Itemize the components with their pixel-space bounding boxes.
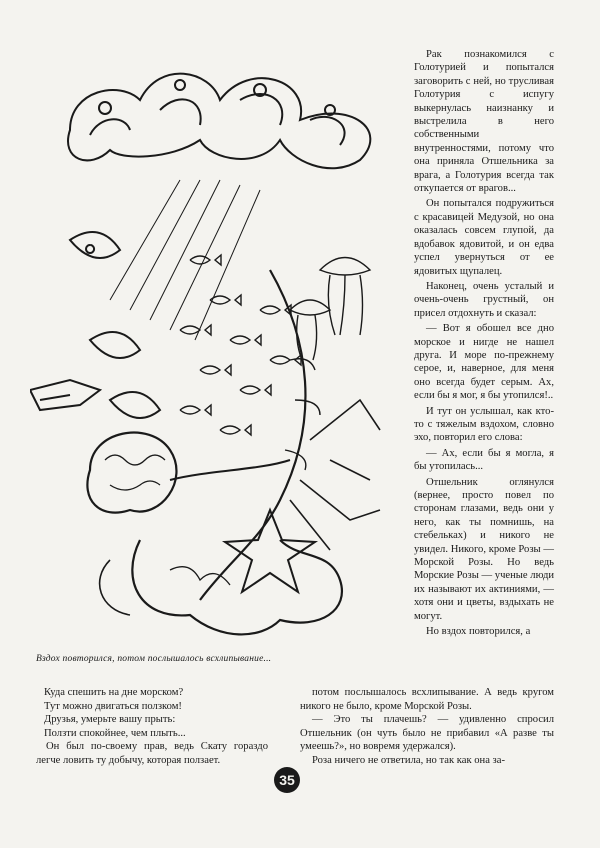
- page-number: 35: [274, 767, 300, 793]
- paragraph: Он был по-своему прав, ведь Скату гораздо легче ловить ту добычу, которая ползает.: [36, 741, 268, 766]
- paragraph: — Это ты плачешь? — удивленно спросил Отшельник (он чуть было не прибавил «А разве ты умеешь?», но вовремя удержался).: [300, 714, 554, 753]
- left-bottom-text: [36, 740, 268, 767]
- right-column-text: [414, 48, 554, 640]
- sea-creatures-illustration: [30, 40, 410, 650]
- poem-stanza: [44, 686, 294, 740]
- paragraph: Отшельник оглянулся (вернее, просто повел по сторонам глазами, ведь они у него, как ты помнишь, на стебельках) и никого не увидел. Никого, кроме Розы — Морской Розы. Но ведь Морские Розы — ученые люди их называют их актиниями, — хотя они и цветы, вздыхать не могут.: [414, 476, 554, 622]
- paragraph: — Вот я обошел все дно морское и нигде не нашел друга. И море по-прежнему серое, и, наверное, для меня оно всегда будет серым. Ах, если бы я мог, я бы утопился!..: [414, 323, 554, 402]
- poem-line: Ползти спокойнее, чем плыть...: [44, 727, 186, 739]
- poem-line: Тут можно двигаться ползком!: [44, 700, 182, 712]
- paragraph: Он попытался подружиться с красавицей Медузой, но она оказалась совсем глупой, да вдобавок ядовитой, и он едва успел увернуться от ее ядовитых щупалец.: [414, 198, 554, 277]
- mid-bottom-text: [300, 686, 554, 768]
- paragraph: Рак познакомился с Голотурией и попытался заговорить с ней, но трусливая Голотурия с испугу выкернулась наизнанку и выстрелила в него собственными внутренностями, потому что она приняла Отшельника за врага, а Голотурия всегда так откупается от врагов...: [414, 49, 554, 195]
- paragraph: Но вздох повторился, а: [426, 626, 531, 638]
- paragraph: Наконец, очень усталый и очень-очень грустный, он присел отдохнуть и сказал:: [414, 280, 554, 319]
- paragraph: потом послышалось всхлипывание. А ведь кругом никого не было, кроме Морской Розы.: [300, 687, 554, 712]
- paragraph: И тут он услышал, как кто-то с тяжелым вздохом, словно эхо, повторил его слова:: [414, 405, 554, 444]
- illustration-caption: Вздох повторился, потом послышалось всхлипывание...: [36, 654, 272, 664]
- paragraph: Роза ничего не ответила, но так как она за-: [312, 754, 505, 766]
- paragraph: — Ах, если бы я могла, я бы утопилась...: [414, 447, 554, 473]
- poem-line: Друзья, умерьте вашу прыть:: [44, 714, 176, 726]
- poem-line: Куда спешить на дне морском?: [44, 687, 184, 698]
